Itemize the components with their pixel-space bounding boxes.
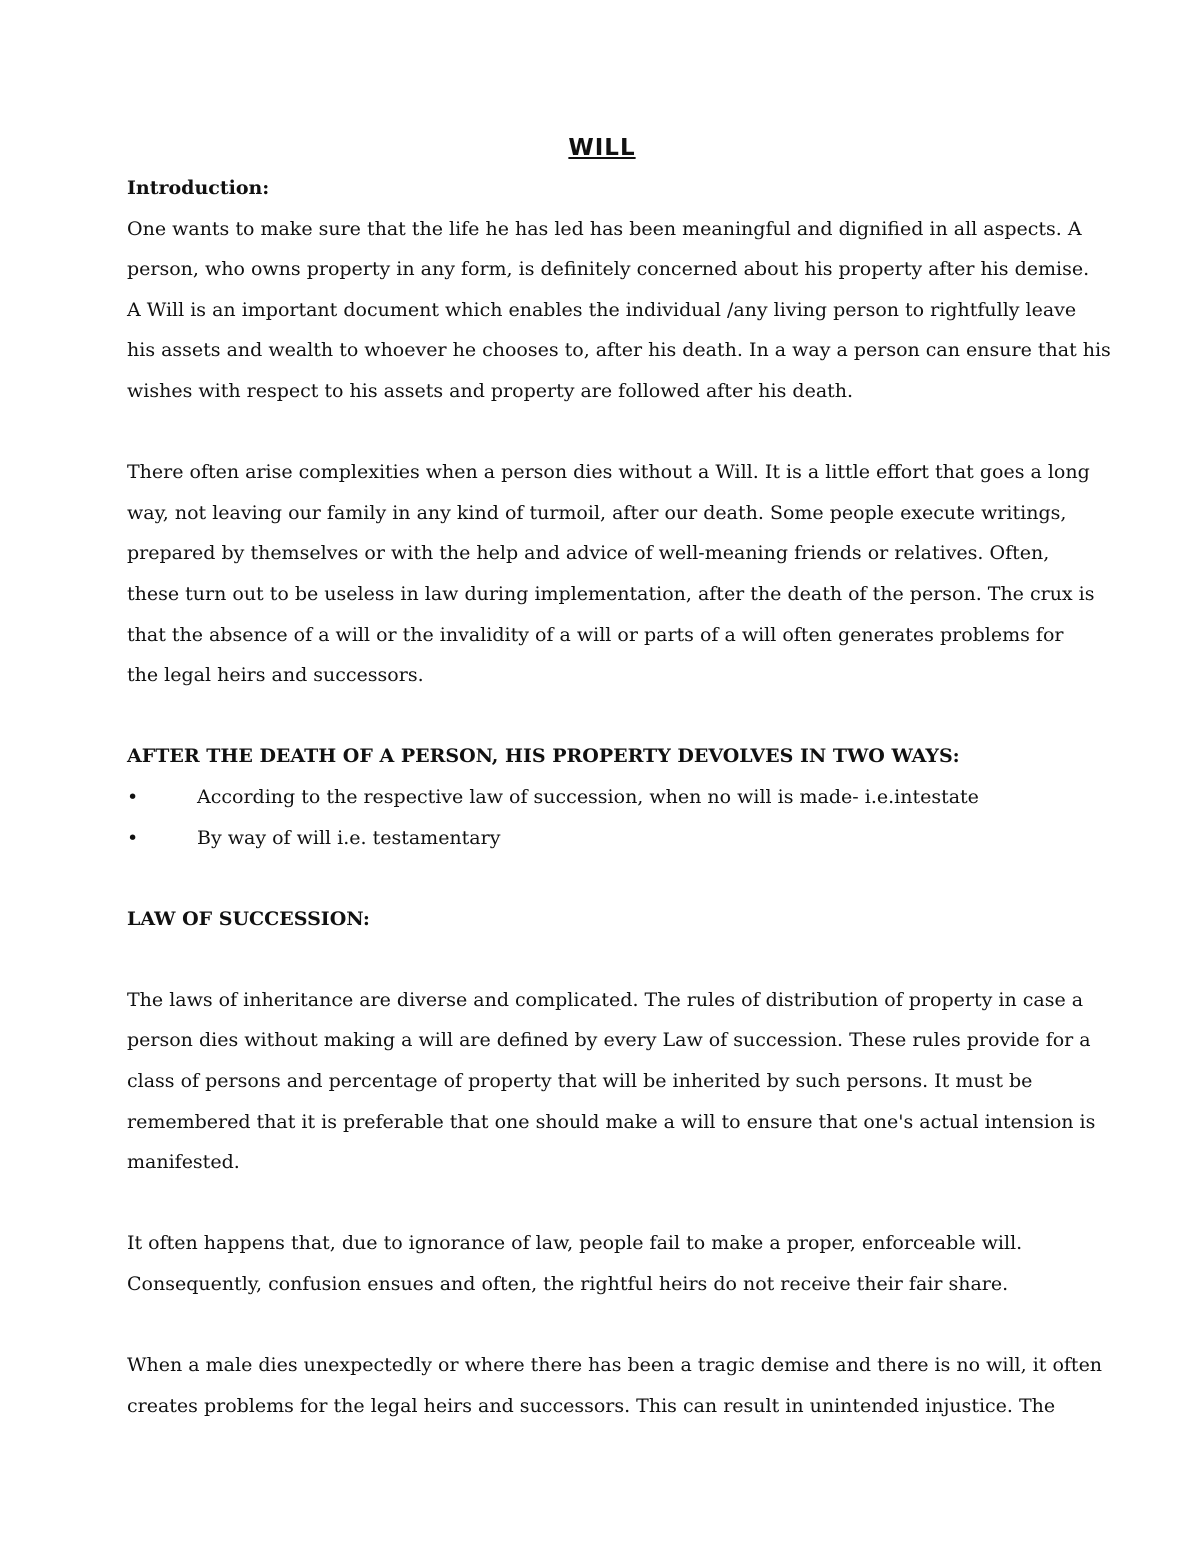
paragraph-line: A Will is an important document which enables the individual /any living person to rightfully leave	[127, 298, 1077, 321]
paragraph-line: Consequently, confusion ensues and often, the rightful heirs do not receive their fair share.	[127, 1273, 1009, 1296]
paragraph-line: It often happens that, due to ignorance of law, people fail to make a proper, enforceable will.	[127, 1232, 1023, 1255]
list-item	[127, 777, 1077, 818]
ignorance-paragraph	[127, 1223, 1077, 1304]
paragraph-spacer	[127, 1183, 1077, 1224]
paragraph-line: The laws of inheritance are diverse and complicated. The rules of distribution of property in case a	[127, 988, 1084, 1011]
bullet-icon: •	[127, 826, 139, 849]
paragraph-line: creates problems for the legal heirs and successors. This can result in unintended injustice. The	[127, 1394, 1056, 1417]
list-item-text: According to the respective law of succession, when no will is made- i.e.intestate	[197, 785, 979, 808]
paragraph-spacer	[127, 1305, 1077, 1346]
intro-heading: Introduction:	[127, 177, 270, 199]
document-title: WILL	[568, 135, 636, 161]
paragraph-line: class of persons and percentage of property that will be inherited by such persons. It must be	[127, 1070, 1033, 1093]
document-page	[127, 128, 1111, 1426]
paragraph-line: manifested.	[127, 1151, 240, 1174]
paragraph-line: When a male dies unexpectedly or where there has been a tragic demise and there is no will, it often	[127, 1354, 1103, 1377]
paragraph-line: these turn out to be useless in law during implementation, after the death of the person. The crux is	[127, 582, 1095, 605]
succession-heading: LAW OF SUCCESSION:	[127, 907, 370, 930]
paragraph-line: One wants to make sure that the life he has led has been meaningful and dignified in all aspects. A	[127, 217, 1082, 240]
paragraph-line: way, not leaving our family in any kind of turmoil, after our death. Some people execute writings,	[127, 501, 1067, 524]
devolve-heading: AFTER THE DEATH OF A PERSON, HIS PROPERTY DEVOLVES IN TWO WAYS:	[127, 745, 960, 768]
inheritance-paragraph	[127, 980, 1096, 1183]
list-item	[127, 818, 1077, 859]
paragraph-line: remembered that it is preferable that one should make a will to ensure that one's actual intension is	[127, 1110, 1096, 1133]
devolve-bullet-list	[127, 777, 1077, 858]
paragraph-spacer	[127, 858, 1077, 899]
list-item-text: By way of will i.e. testamentary	[197, 826, 501, 849]
intro-paragraph	[127, 209, 1111, 412]
paragraph-line: person dies without making a will are defined by every Law of succession. These rules provide for a	[127, 1029, 1091, 1052]
paragraph-line: that the absence of a will or the invalidity of a will or parts of a will often generates problems for	[127, 623, 1064, 646]
bullet-icon: •	[127, 785, 139, 808]
paragraph-line: There often arise complexities when a person dies without a Will. It is a little effort that goes a long	[127, 461, 1090, 484]
complexities-paragraph	[127, 452, 1095, 696]
paragraph-line: prepared by themselves or with the help and advice of well-meaning friends or relatives. Often,	[127, 542, 1050, 565]
male-dies-paragraph	[127, 1345, 1103, 1426]
paragraph-line: person, who owns property in any form, is definitely concerned about his property after his demise.	[127, 258, 1090, 281]
paragraph-line: the legal heirs and successors.	[127, 664, 424, 687]
paragraph-spacer	[127, 412, 1077, 453]
paragraph-spacer	[127, 696, 1077, 737]
paragraph-line: his assets and wealth to whoever he chooses to, after his death. In a way a person can ensure that his	[127, 339, 1111, 362]
paragraph-line: wishes with respect to his assets and property are followed after his death.	[127, 379, 854, 402]
paragraph-spacer	[127, 939, 1077, 980]
